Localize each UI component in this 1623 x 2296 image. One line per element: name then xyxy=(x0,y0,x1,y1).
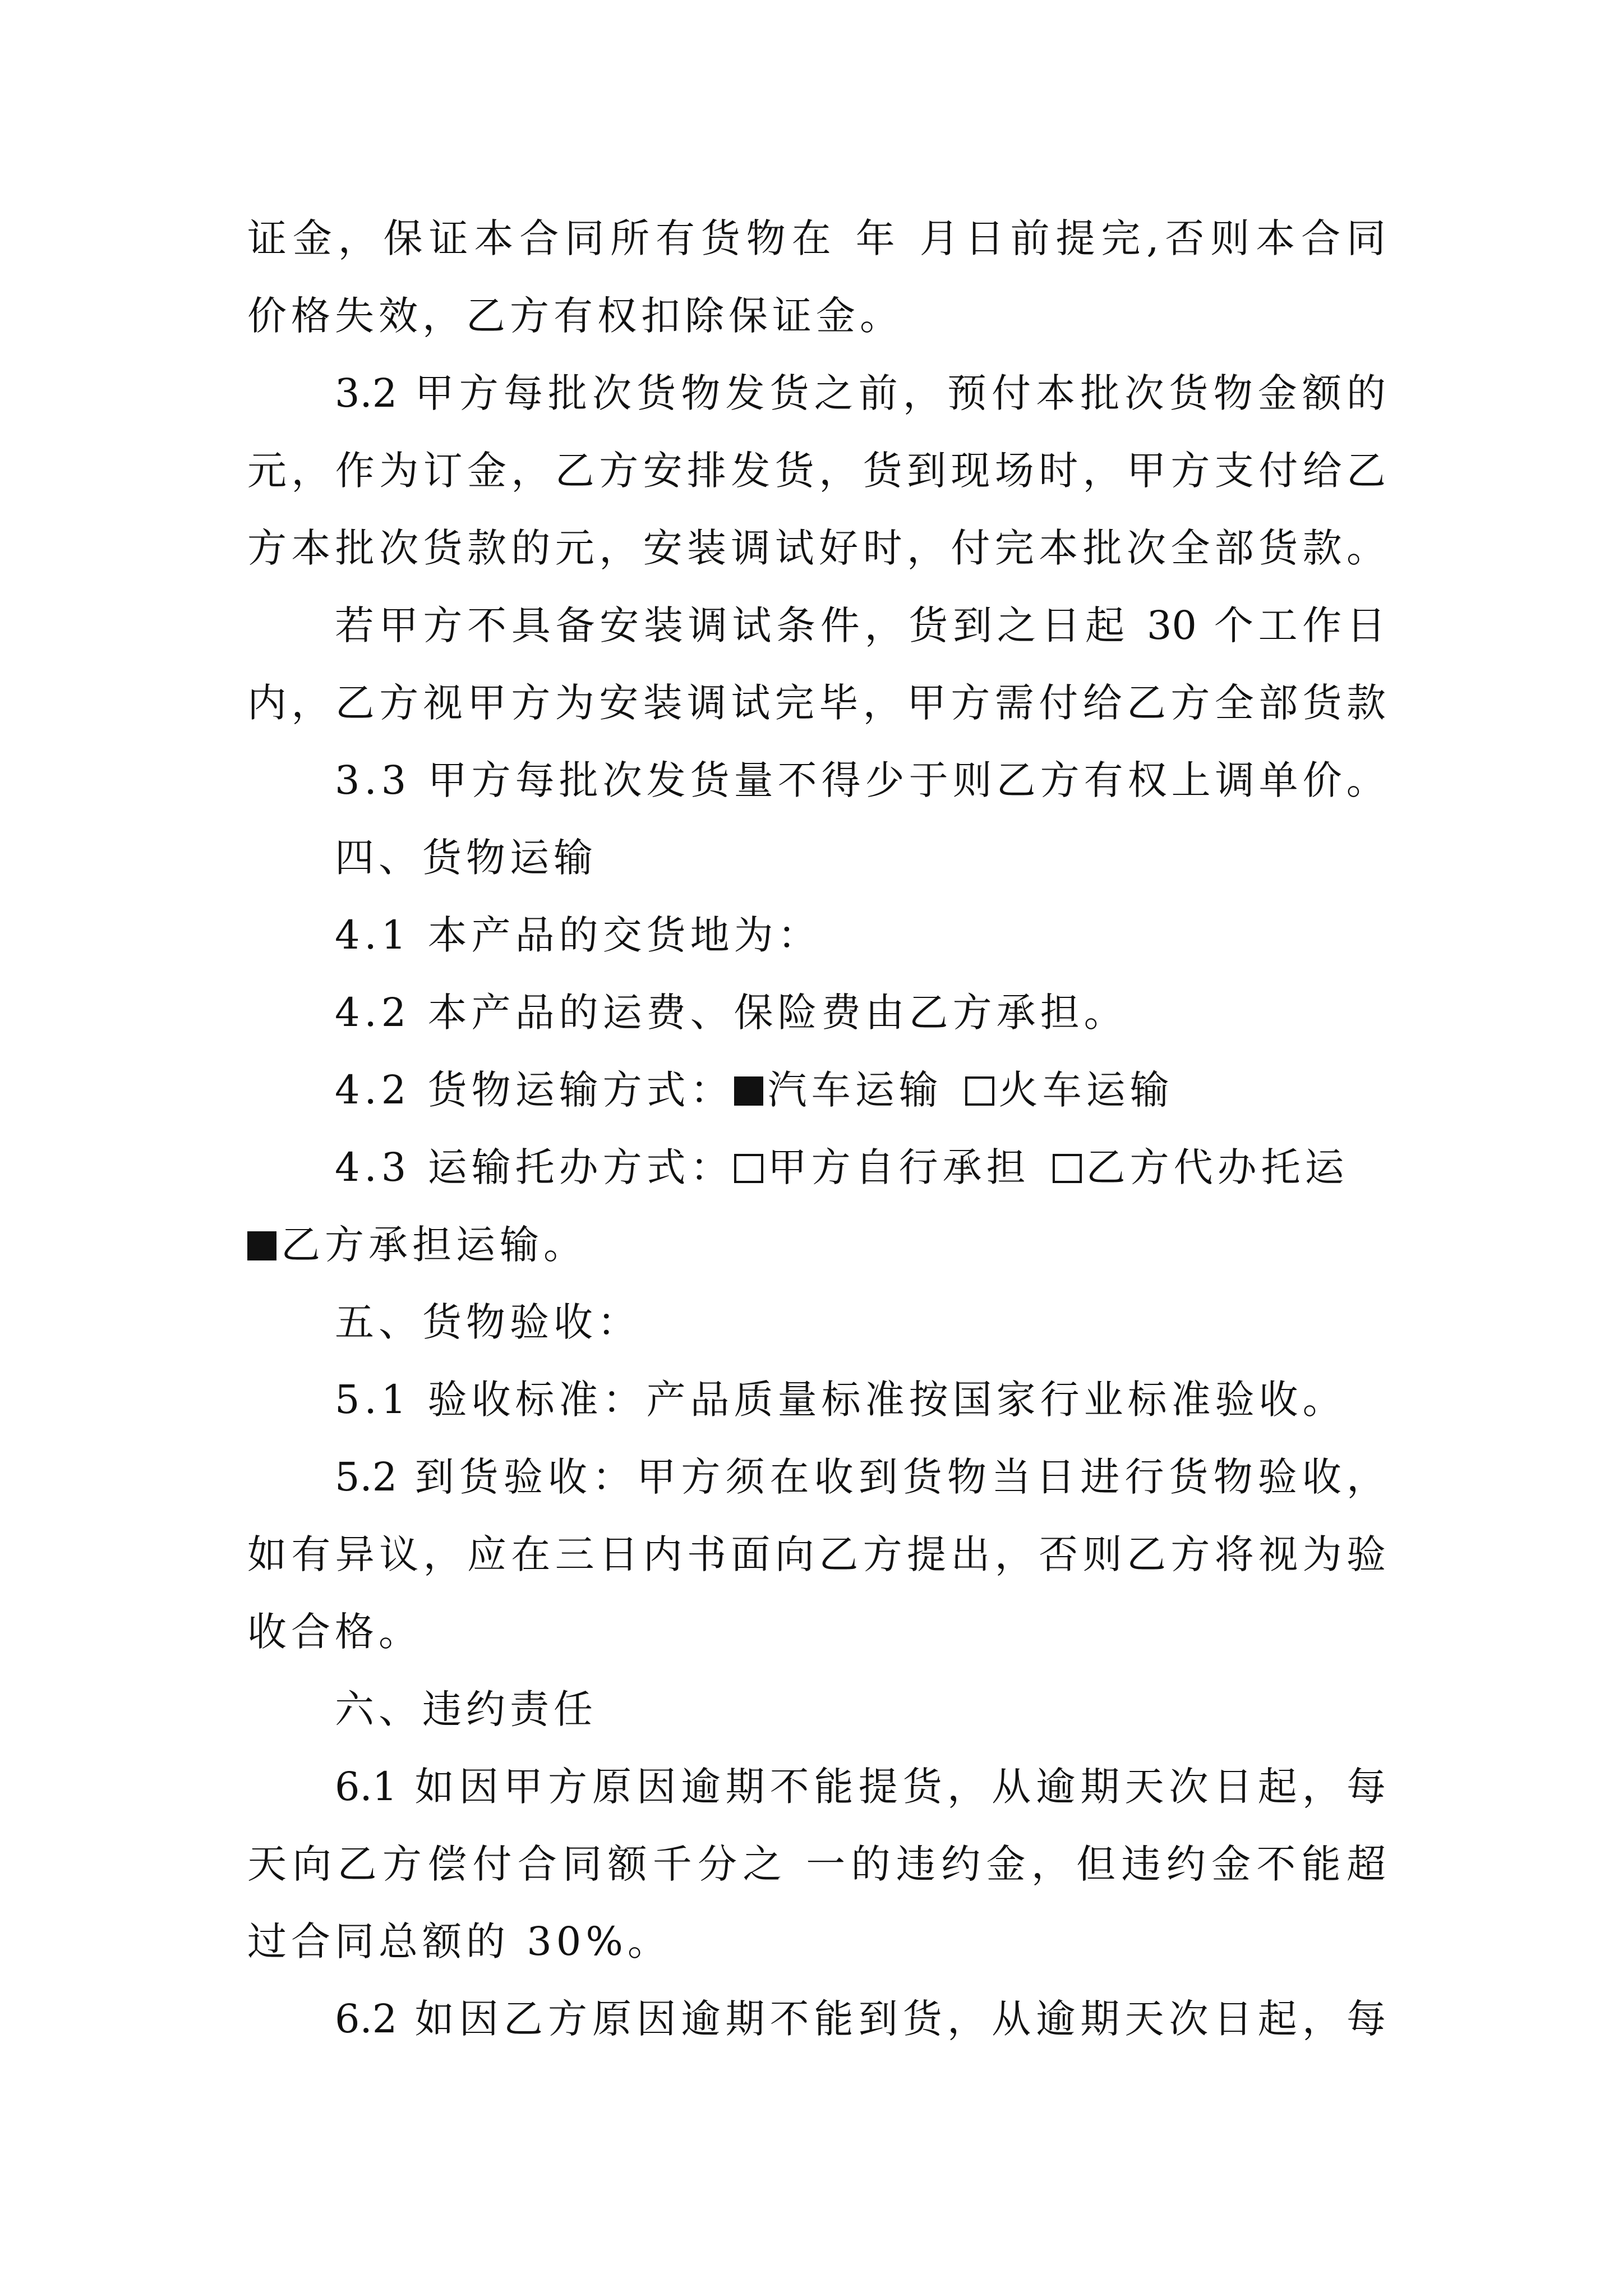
paragraph-line: 元，作为订金，乙方安排发货，货到现场时，甲方支付给乙 xyxy=(247,448,1386,494)
option-label: 汽车运输 xyxy=(767,1067,943,1113)
paragraph-line: 乙方承担运输。 xyxy=(281,1222,587,1268)
paragraph-line: 收合格。 xyxy=(247,1609,422,1655)
paragraph-line: 4.2 本产品的运费、保险费由乙方承担。 xyxy=(335,990,1128,1036)
section-heading: 四、货物运输 xyxy=(335,835,597,881)
option-label: 火车运输 xyxy=(998,1067,1174,1113)
paragraph-line: 6.1 如因甲方原因逾期不能提货，从逾期天次日起，每 xyxy=(335,1764,1386,1810)
paragraph-line: 6.2 如因乙方原因逾期不能到货，从逾期天次日起，每 xyxy=(335,1996,1386,2042)
transport-method-prefix: 4.2 货物运输方式： xyxy=(335,1067,734,1113)
paragraph-line: 证金，保证本合同所有货物在 年 月日前提完,否则本合同 xyxy=(247,215,1386,261)
paragraph-line: 5.1 验收标准：产品质量标准按国家行业标准验收。 xyxy=(335,1377,1347,1423)
paragraph-line: 3.2 甲方每批次货物发货之前，预付本批次货物金额的 xyxy=(335,370,1386,416)
paragraph-line: 内，乙方视甲方为安装调试完毕，甲方需付给乙方全部货款 xyxy=(247,680,1386,726)
paragraph-line: 5.2 到货验收：甲方须在收到货物当日进行货物验收， xyxy=(335,1454,1386,1500)
transport-agent-line xyxy=(335,1142,1349,1193)
checked-checkbox-icon[interactable] xyxy=(734,1076,763,1106)
option-label: 乙方代办托运 xyxy=(1086,1144,1349,1190)
paragraph-line: 3.3 甲方每批次发货量不得少于则乙方有权上调单价。 xyxy=(335,757,1390,803)
unchecked-checkbox-icon[interactable] xyxy=(1053,1154,1082,1183)
paragraph-line: 4.1 本产品的交货地为： xyxy=(335,912,822,958)
paragraph-line: 如有异议，应在三日内书面向乙方提出，否则乙方将视为验 xyxy=(247,1531,1386,1577)
checked-checkbox-icon[interactable] xyxy=(247,1231,276,1260)
paragraph-line: 若甲方不具备安装调试条件，货到之日起 30 个工作日 xyxy=(335,602,1386,648)
transport-agent-continuation xyxy=(247,1220,587,1270)
paragraph-line: 天向乙方偿付合同额千分之 一的违约金，但违约金不能超 xyxy=(247,1841,1386,1887)
section-heading: 五、货物验收： xyxy=(335,1299,641,1345)
paragraph-line: 价格失效，乙方有权扣除保证金。 xyxy=(247,293,903,339)
paragraph-line: 方本批次货款的元，安装调试好时，付完本批次全部货款。 xyxy=(247,525,1386,571)
transport-method-line xyxy=(335,1065,1174,1115)
transport-agent-prefix: 4.3 运输托办方式： xyxy=(335,1144,734,1190)
section-heading: 六、违约责任 xyxy=(335,1686,597,1732)
unchecked-checkbox-icon[interactable] xyxy=(965,1076,994,1106)
option-label: 甲方自行承担 xyxy=(767,1144,1030,1190)
unchecked-checkbox-icon[interactable] xyxy=(734,1154,763,1183)
paragraph-line: 过合同总额的 30%。 xyxy=(247,1918,671,1964)
